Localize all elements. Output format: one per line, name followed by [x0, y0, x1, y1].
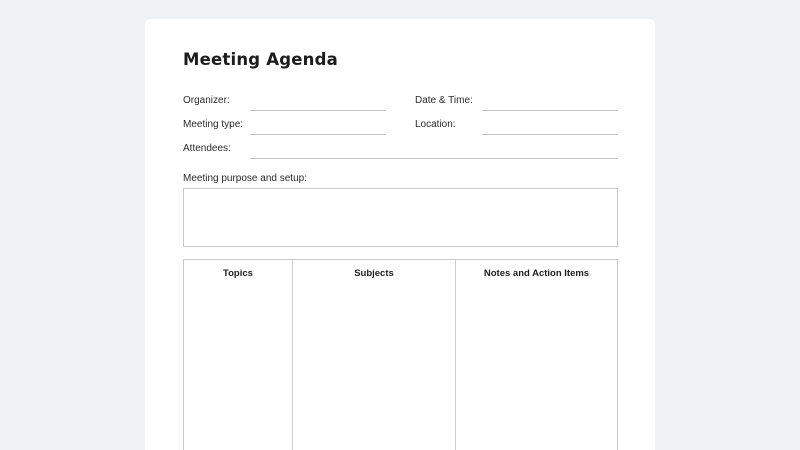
meeting-type-field[interactable]	[250, 134, 386, 135]
purpose-label: Meeting purpose and setup:	[183, 173, 307, 184]
notes-column[interactable]	[456, 260, 617, 450]
date-time-label: Date & Time:	[415, 95, 473, 106]
attendees-field[interactable]	[250, 158, 618, 159]
organizer-field[interactable]	[250, 110, 386, 111]
purpose-textarea[interactable]	[183, 188, 618, 247]
meeting-type-label: Meeting type:	[183, 119, 244, 130]
location-field[interactable]	[482, 134, 618, 135]
topics-column[interactable]	[184, 260, 293, 450]
agenda-table	[183, 259, 618, 450]
date-time-field[interactable]	[482, 110, 618, 111]
subjects-column[interactable]	[293, 260, 456, 450]
notes-header: Notes and Action Items	[483, 268, 590, 279]
page-title: Meeting Agenda	[183, 50, 338, 69]
attendees-label: Attendees:	[183, 143, 231, 154]
organizer-label: Organizer:	[183, 95, 230, 106]
subjects-header: Subjects	[354, 268, 394, 279]
topics-header: Topics	[223, 268, 253, 279]
agenda-page	[145, 19, 655, 450]
location-label: Location:	[415, 119, 456, 130]
